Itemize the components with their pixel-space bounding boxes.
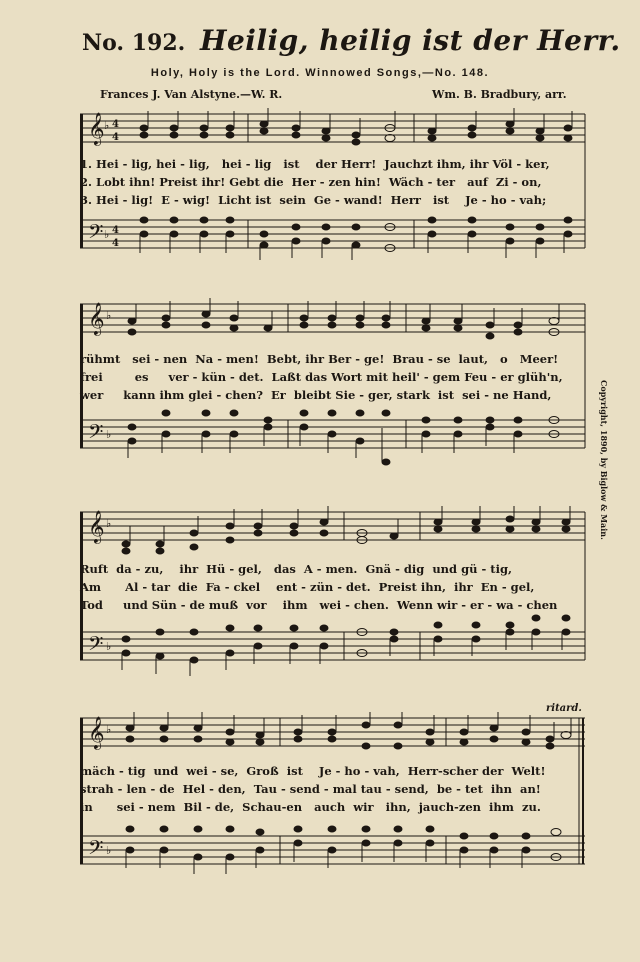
lyric-line: Ruft da - zu, ihr Hü - gel, das A - men. Gnä - dig und gü - tig, xyxy=(80,562,512,576)
hymn-subtitle: Holy, Holy is the Lord. Winnowed Songs,—No. 148. xyxy=(150,67,490,79)
svg-text:𝄞: 𝄞 xyxy=(88,112,105,145)
svg-text:♭: ♭ xyxy=(106,428,112,441)
svg-text:♭: ♭ xyxy=(104,228,110,241)
lyric-line: 3. Hei - lig! E - wig! Licht ist sein Ge - wand! Herr ist Je - ho - vah; xyxy=(80,193,547,207)
ritard-mark: ritard. xyxy=(546,703,582,714)
svg-text:𝄞: 𝄞 xyxy=(88,510,105,543)
svg-text:♭: ♭ xyxy=(104,119,110,132)
copyright-note: Copyright, 1890, by Biglow & Main. xyxy=(599,380,609,540)
lyric-line: 1. Hei - lig, hei - lig, hei - lig ist der Herr! Jauchzt ihm, ihr Völ - ker, xyxy=(80,157,550,171)
svg-text:𝄢: 𝄢 xyxy=(88,632,104,660)
hymn-title: Heilig, heilig ist der Herr. xyxy=(200,24,621,57)
svg-text:♭: ♭ xyxy=(106,640,112,653)
svg-text:𝄢: 𝄢 xyxy=(88,220,104,248)
lyric-line: frei es ver - kün - det. Laßt das Wort mit heil' - gem Feu - er glüh'n, xyxy=(80,370,563,384)
lyric-line: Tod und Sün - de muß vor ihm wei - chen. Wenn wir - er - wa - chen xyxy=(80,598,558,612)
svg-text:♭: ♭ xyxy=(106,517,112,530)
svg-text:𝄢: 𝄢 xyxy=(88,836,104,864)
svg-text:4: 4 xyxy=(112,132,119,143)
lyric-line: in sei - nem Bil - de, Schau-en auch wir ihn, jauch-zen ihm zu. xyxy=(80,800,541,814)
lyric-line: rühmt sei - nen Na - men! Bebt, ihr Ber - ge! Brau - se laut, o Meer! xyxy=(80,352,559,366)
music-system-4 xyxy=(80,712,588,884)
lyric-line: mäch - tig und wei - se, Groß ist Je - ho - vah, Herr-scher der Welt! xyxy=(80,764,546,778)
svg-text:4: 4 xyxy=(112,225,119,236)
lyric-line: strah - len - de Hel - den, Tau - send - mal tau - send, be - tet ihn an! xyxy=(80,782,541,796)
svg-text:4: 4 xyxy=(112,238,119,249)
svg-text:♭: ♭ xyxy=(106,723,112,736)
composer-credit: Wm. B. Bradbury, arr. xyxy=(432,88,567,101)
lyric-line: 2. Lobt ihn! Preist ihr! Gebt die Her - zen hin! Wäch - ter auf Zi - on, xyxy=(80,175,542,189)
music-system-3 xyxy=(80,506,588,682)
svg-text:♭: ♭ xyxy=(106,844,112,857)
lyric-line: Am Al - tar die Fa - ckel ent - zün - det. Preist ihn, ihr En - gel, xyxy=(80,580,535,594)
hymn-number: No. 192. xyxy=(82,30,186,56)
svg-text:𝄞: 𝄞 xyxy=(88,302,105,335)
author-credit: Frances J. Van Alstyne.—W. R. xyxy=(100,88,283,101)
svg-text:𝄢: 𝄢 xyxy=(88,420,104,448)
lyric-line: wer kann ihm glei - chen? Er bleibt Sie - ger, stark ist sei - ne Hand, xyxy=(80,388,552,402)
svg-text:4: 4 xyxy=(112,119,119,130)
svg-text:♭: ♭ xyxy=(106,309,112,322)
svg-text:𝄞: 𝄞 xyxy=(88,716,105,749)
bass-notes xyxy=(140,217,572,260)
